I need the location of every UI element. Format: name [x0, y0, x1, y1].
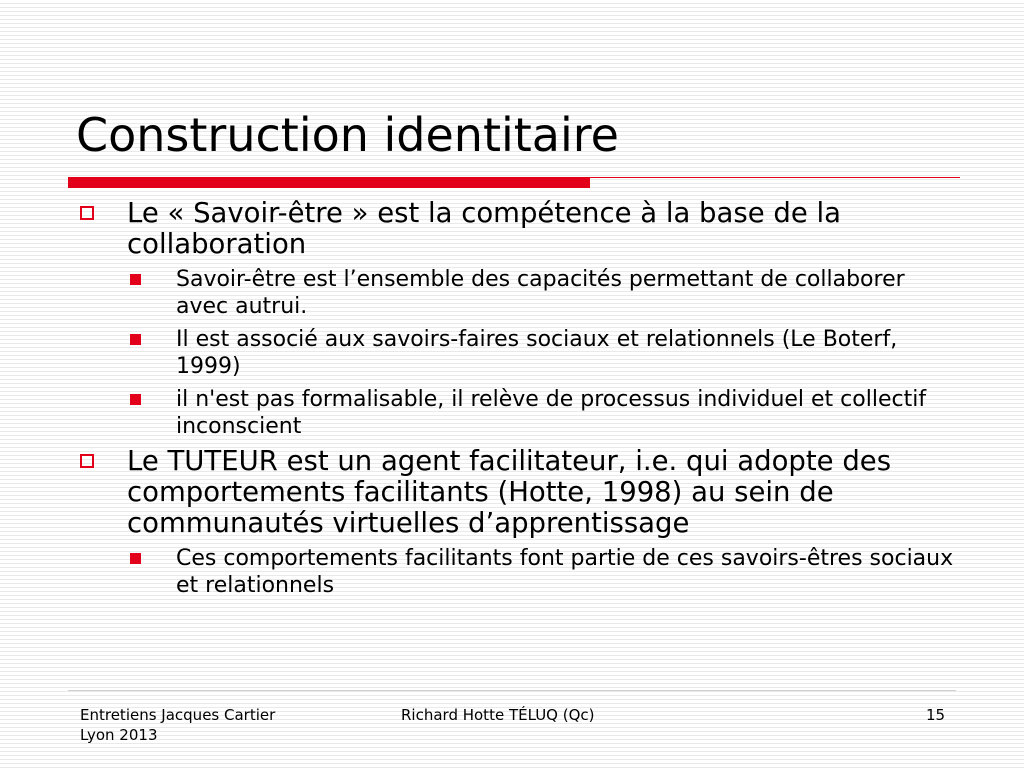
- footer-divider: [68, 690, 956, 691]
- hollow-square-icon: [80, 454, 94, 468]
- sub-bullet-text: Savoir-être est l’ensemble des capacités permettant de collaborer avec autrui.: [176, 267, 905, 319]
- sub-bullet-text: Il est associé aux savoirs-faires sociaux et relationnels (Le Boterf, 1999): [176, 327, 898, 379]
- filled-square-icon: [130, 553, 141, 564]
- sub-bullet-item: [76, 326, 956, 380]
- sub-bullet-text: il n'est pas formalisable, il relève de processus individuel et collectif inconscient: [176, 387, 927, 439]
- title-underline-thin: [590, 177, 960, 178]
- sub-bullet-item: [76, 386, 956, 440]
- footer-author: Richard Hotte TÉLUQ (Qc): [401, 706, 595, 724]
- bullet-item: [76, 446, 956, 539]
- slide-title: Construction identitaire: [76, 108, 619, 162]
- footer-event-place: Lyon 2013: [80, 726, 158, 744]
- slide-number: 15: [926, 706, 946, 724]
- sub-bullet-text: Ces comportements facilitants font partie de ces savoirs-êtres sociaux et relationnels: [176, 546, 954, 598]
- bullet-text: Le « Savoir-être » est la compétence à la base de la collaboration: [127, 197, 841, 260]
- hollow-square-icon: [80, 206, 94, 220]
- filled-square-icon: [130, 394, 141, 405]
- filled-square-icon: [130, 274, 141, 285]
- sub-bullet-item: [76, 266, 956, 320]
- title-underline: [68, 174, 960, 188]
- bullet-text: Le TUTEUR est un agent facilitateur, i.e. qui adopte des comportements facilitants (Hotte, 1998) au sein de communautés virtuelles d’apprentissage: [127, 445, 892, 539]
- sub-bullet-item: [76, 545, 956, 599]
- footer-event: [80, 705, 275, 745]
- title-underline-thick: [68, 177, 590, 188]
- slide-body: [76, 198, 956, 605]
- bullet-item: [76, 198, 956, 260]
- filled-square-icon: [130, 334, 141, 345]
- footer-event-name: Entretiens Jacques Cartier: [80, 706, 276, 724]
